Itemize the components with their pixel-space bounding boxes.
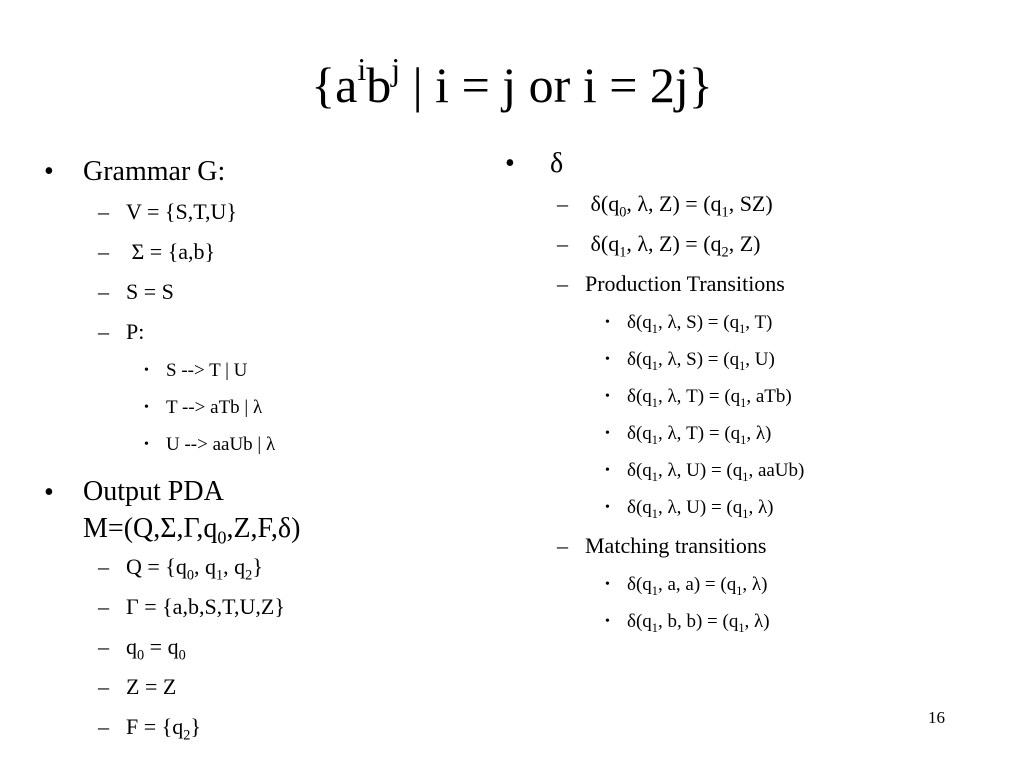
grammar-item	[44, 272, 494, 312]
matching-transition	[505, 566, 1005, 603]
dash-icon: –	[98, 714, 109, 739]
dash-icon: –	[98, 594, 109, 619]
dash-icon: –	[98, 239, 109, 264]
bullet-icon: •	[605, 389, 610, 404]
pda-item-text: Γ = {a,b,S,T,U,Z}	[126, 594, 285, 619]
title-part-post: | i = j or i = 2j}	[400, 57, 713, 113]
title-part-mid: b	[366, 57, 392, 113]
grammar-heading: Grammar G:	[83, 156, 226, 187]
dash-icon: –	[98, 319, 109, 344]
start-transition	[505, 224, 1005, 264]
bullet-icon: •	[44, 156, 54, 187]
left-column	[44, 152, 494, 747]
bullet-icon: •	[605, 315, 610, 330]
start-transition-text: $\delta(q_1$, λ, $Z) = (q_2$, Z)	[585, 231, 761, 261]
matching-transitions-heading-item	[505, 526, 1005, 566]
slide-number: 16	[928, 708, 945, 727]
production-transitions-heading-item	[505, 264, 1005, 304]
title-superscript-j: j	[391, 51, 401, 87]
production-transition	[505, 489, 1005, 526]
bullet-icon: •	[144, 400, 149, 415]
production-transition-text: $\delta(q_1$, λ, $S) = (q_1$, U)	[627, 349, 775, 373]
matching-transition-text: $\delta(q_1$, b, $b) = (q_1$, λ)	[627, 611, 770, 635]
pda-item-text: $Q = \{q_0$, $q_1$, $q_2$}	[126, 554, 263, 584]
matching-transition	[505, 603, 1005, 640]
production-rule	[44, 352, 494, 389]
production-transition	[505, 415, 1005, 452]
dash-icon: –	[557, 271, 568, 296]
grammar-item	[44, 312, 494, 352]
bullet-icon: •	[605, 352, 610, 367]
pda-heading	[83, 473, 403, 547]
production-transition	[505, 304, 1005, 341]
pda-heading-line-2: $M=(Q,\Sigma,\Gamma,q_0,Z,F,\delta)$	[83, 513, 301, 548]
title-part-pre: {a	[311, 57, 358, 113]
pda-item	[44, 547, 494, 587]
pda-heading-item	[44, 473, 494, 547]
bullet-icon: •	[605, 426, 610, 441]
production-transitions-heading: Production Transitions	[585, 271, 785, 296]
bullet-icon: •	[505, 148, 515, 179]
pda-item	[44, 707, 494, 747]
pda-item	[44, 667, 494, 707]
bullet-icon: •	[144, 437, 149, 452]
pda-item-text: $q_0 = q_0$	[126, 634, 186, 664]
production-transition-text: $\delta(q_1$, λ, $T) = (q_1$, aTb)	[627, 386, 792, 410]
bullet-icon: •	[605, 577, 610, 592]
grammar-item-text: V = {S,T,U}	[126, 199, 237, 224]
bullet-icon: •	[144, 363, 149, 378]
production-rule-text: S --> T | U	[166, 360, 248, 381]
dash-icon: –	[98, 554, 109, 579]
start-transition	[505, 184, 1005, 224]
delta-heading: δ	[550, 148, 564, 179]
pda-item-text: $F = \{q_2\}$	[126, 714, 201, 744]
production-transition	[505, 452, 1005, 489]
matching-transition-text: $\delta(q_1$, a, $a) = (q_1$, λ)	[627, 574, 768, 598]
grammar-item	[44, 192, 494, 232]
dash-icon: –	[98, 674, 109, 699]
production-rule-text: T --> aTb | λ	[166, 397, 263, 418]
grammar-item-text: P:	[126, 319, 145, 344]
dash-icon: –	[557, 191, 568, 216]
production-rule	[44, 389, 494, 426]
dash-icon: –	[98, 634, 109, 659]
dash-icon: –	[98, 199, 109, 224]
production-transition	[505, 378, 1005, 415]
dash-icon: –	[557, 533, 568, 558]
pda-item	[44, 587, 494, 627]
grammar-item-text: S = S	[126, 279, 174, 304]
pda-item	[44, 627, 494, 667]
pda-item-text: Z = Z	[126, 674, 177, 699]
production-rule-text: U --> aaUb | λ	[166, 434, 276, 455]
dash-icon: –	[557, 231, 568, 256]
grammar-item	[44, 232, 494, 272]
bullet-icon: •	[605, 463, 610, 478]
bullet-icon: •	[605, 500, 610, 515]
slide-title	[0, 50, 1024, 120]
matching-transitions-heading: Matching transitions	[585, 533, 767, 558]
grammar-heading-item	[44, 152, 494, 192]
production-transition	[505, 341, 1005, 378]
production-transition-text: $\delta(q_1$, λ, $U) = (q_1$, aaUb)	[627, 460, 805, 484]
start-transition-text: $\delta(q_0$, λ, $Z) = (q_1$, SZ)	[585, 191, 773, 221]
dash-icon: –	[98, 279, 109, 304]
production-transition-text: $\delta(q_1$, λ, $T) = (q_1$, λ)	[627, 423, 772, 447]
production-rule	[44, 426, 494, 463]
production-transition-text: $\delta(q_1$, λ, $U) = (q_1$, λ)	[627, 497, 774, 521]
pda-heading-line-1: Output PDA	[83, 476, 224, 507]
bullet-icon: •	[44, 477, 54, 508]
grammar-item-text: Σ = {a,b}	[126, 239, 216, 264]
title-superscript-i: i	[357, 51, 367, 87]
bullet-icon: •	[605, 614, 610, 629]
production-transition-text: $\delta(q_1$, λ, $S) = (q_1$, T)	[627, 312, 773, 336]
right-column	[505, 144, 1005, 640]
delta-heading-item	[505, 144, 1005, 184]
